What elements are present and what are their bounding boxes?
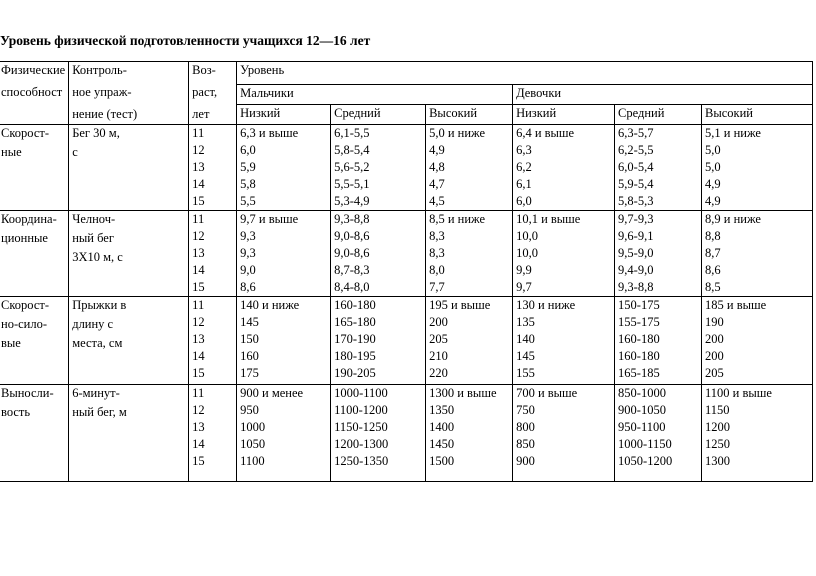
cell-line: 8,7-8,3	[334, 263, 370, 277]
header-boys: Мальчики	[237, 85, 513, 105]
cell-line: 185 и выше	[705, 298, 767, 312]
test-cell	[69, 297, 189, 385]
test-cell	[69, 385, 189, 482]
cell-line: 1000-1150	[618, 437, 672, 451]
cell-line: Скорост-	[1, 126, 50, 140]
girls-low-cell	[513, 385, 615, 482]
cell-line: 190-205	[334, 366, 376, 380]
cell-line: 6,0	[240, 143, 256, 157]
cell-line: 4,8	[429, 160, 445, 174]
cell-line: 15	[192, 366, 205, 380]
cell-line: 8,0	[429, 263, 445, 277]
cell-line: 165-185	[618, 366, 660, 380]
header-girls-low: Низкий	[513, 105, 615, 125]
girls-high-cell	[702, 297, 813, 385]
cell-line: Выносли-	[1, 386, 54, 400]
cell-line: 220	[429, 366, 448, 380]
cell-line: 205	[429, 332, 448, 346]
header-girls: Девочки	[513, 85, 813, 105]
cell-line: 750	[516, 403, 535, 417]
cell-line: 9,9	[516, 263, 532, 277]
cell-line: 150-175	[618, 298, 660, 312]
cell-line: 210	[429, 349, 448, 363]
cell-line: 6,2-5,5	[618, 143, 654, 157]
girls-high-cell	[702, 211, 813, 297]
cell-line: 6,4 и выше	[516, 126, 575, 140]
cell-line: 1150	[705, 403, 730, 417]
cell-line: 5,0	[705, 143, 721, 157]
cell-line: 145	[240, 315, 259, 329]
cell-line: 12	[192, 143, 205, 157]
ability-cell	[0, 125, 69, 211]
cell-line: 160-180	[618, 349, 660, 363]
cell-line: 1250	[705, 437, 730, 451]
ability-cell	[0, 211, 69, 297]
cell-line: 8,7	[705, 246, 721, 260]
cell-line: 8,9 и ниже	[705, 212, 761, 226]
cell-line: 14	[192, 349, 205, 363]
cell-line: 4,7	[429, 177, 445, 191]
cell-line: Скорост-	[1, 298, 50, 312]
boys-mid-cell	[331, 125, 426, 211]
header-age: Воз- раст, лет	[189, 62, 237, 125]
cell-line: 4,9	[705, 194, 721, 208]
cell-line: 7,7	[429, 280, 445, 294]
cell-line: 8,4-8,0	[334, 280, 370, 294]
cell-line: ционные	[1, 231, 48, 245]
boys-low-cell	[237, 125, 331, 211]
cell-line: 9,3-8,8	[334, 212, 370, 226]
cell-line: 200	[705, 332, 724, 346]
cell-line: 6,0	[516, 194, 532, 208]
cell-line: 5,3-4,9	[334, 194, 370, 208]
cell-line: 5,8-5,3	[618, 194, 654, 208]
cell-line: 14	[192, 437, 205, 451]
cell-line: 145	[516, 349, 535, 363]
girls-high-cell	[702, 385, 813, 482]
ability-cell	[0, 385, 69, 482]
table-row	[0, 385, 813, 482]
cell-line: ные	[1, 145, 22, 159]
cell-line: 140	[516, 332, 535, 346]
cell-line: длину с	[72, 317, 114, 331]
age-cell	[189, 211, 237, 297]
cell-line: 5,1 и ниже	[705, 126, 761, 140]
cell-line: 135	[516, 315, 535, 329]
cell-line: 13	[192, 332, 205, 346]
cell-line: 900 и менее	[240, 386, 304, 400]
cell-line: 5,5	[240, 194, 256, 208]
boys-low-cell	[237, 297, 331, 385]
cell-line: 1400	[429, 420, 455, 434]
cell-line: 6,0-5,4	[618, 160, 654, 174]
cell-line: 1250-1350	[334, 454, 389, 468]
header-boys-mid: Средний	[331, 105, 426, 125]
girls-mid-cell	[615, 125, 702, 211]
cell-line: 5,6-5,2	[334, 160, 370, 174]
cell-line: 9,4-9,0	[618, 263, 654, 277]
cell-line: 9,0	[240, 263, 256, 277]
cell-line: 5,9-5,4	[618, 177, 654, 191]
age-cell	[189, 297, 237, 385]
cell-line: 5,8	[240, 177, 256, 191]
cell-line: 12	[192, 403, 205, 417]
cell-line: Челноч-	[72, 212, 116, 226]
cell-line: 6,2	[516, 160, 532, 174]
cell-line: 5,5-5,1	[334, 177, 370, 191]
cell-line: 170-190	[334, 332, 376, 346]
cell-line: 150	[240, 332, 259, 346]
cell-line: 9,7	[516, 280, 532, 294]
cell-line: 11	[192, 126, 205, 140]
header-boys-low: Низкий	[237, 105, 331, 125]
cell-line: 4,5	[429, 194, 445, 208]
age-cell	[189, 125, 237, 211]
cell-line: 900	[516, 454, 535, 468]
cell-line: 3Х10 м, с	[72, 250, 123, 264]
cell-line: 6-минут-	[72, 386, 120, 400]
cell-line: 1200	[705, 420, 730, 434]
cell-line: 1100 и выше	[705, 386, 772, 400]
cell-line: 9,3-8,8	[618, 280, 654, 294]
cell-line: 155-175	[618, 315, 660, 329]
cell-line: 9,7 и выше	[240, 212, 299, 226]
girls-low-cell	[513, 297, 615, 385]
cell-line: 15	[192, 454, 205, 468]
cell-line: 175	[240, 366, 259, 380]
cell-line: 1100-1200	[334, 403, 388, 417]
cell-line: 4,9	[705, 177, 721, 191]
cell-line: 6,3-5,7	[618, 126, 654, 140]
table-row	[0, 297, 813, 385]
cell-line: 12	[192, 229, 205, 243]
header-girls-mid: Средний	[615, 105, 702, 125]
cell-line: 1200-1300	[334, 437, 389, 451]
header-girls-high: Высокий	[702, 105, 813, 125]
cell-line: 1300	[705, 454, 730, 468]
cell-line: 195 и выше	[429, 298, 491, 312]
boys-mid-cell	[331, 211, 426, 297]
girls-low-cell	[513, 211, 615, 297]
cell-line: 160-180	[334, 298, 376, 312]
table-row	[0, 211, 813, 297]
header-level: Уровень	[237, 62, 813, 85]
girls-mid-cell	[615, 297, 702, 385]
cell-line: 1150-1250	[334, 420, 388, 434]
boys-high-cell	[426, 211, 513, 297]
cell-line: 6,3 и выше	[240, 126, 299, 140]
page-title: Уровень физической подготовленности учащихся 12—16 лет	[0, 33, 371, 48]
girls-low-cell	[513, 125, 615, 211]
cell-line: 14	[192, 177, 205, 191]
cell-line: 8,5	[705, 280, 721, 294]
cell-line: 1500	[429, 454, 455, 468]
cell-line: 800	[516, 420, 535, 434]
cell-line: Прыжки в	[72, 298, 127, 312]
boys-low-cell	[237, 385, 331, 482]
header-test: Контроль- ное упраж- нение (тест)	[69, 62, 189, 125]
ability-cell	[0, 297, 69, 385]
test-cell	[69, 125, 189, 211]
cell-line: 8,5 и ниже	[429, 212, 486, 226]
cell-line: 190	[705, 315, 724, 329]
cell-line: 1050	[240, 437, 266, 451]
cell-line: 160	[240, 349, 259, 363]
cell-line: 205	[705, 366, 724, 380]
cell-line: 165-180	[334, 315, 376, 329]
girls-mid-cell	[615, 211, 702, 297]
table-row	[0, 125, 813, 211]
cell-line: 200	[429, 315, 448, 329]
cell-line: 5,0	[705, 160, 721, 174]
cell-line: 13	[192, 420, 205, 434]
boys-high-cell	[426, 125, 513, 211]
test-cell	[69, 211, 189, 297]
cell-line: 6,3	[516, 143, 532, 157]
cell-line: 900-1050	[618, 403, 666, 417]
cell-line: 9,5-9,0	[618, 246, 654, 260]
cell-line: 850	[516, 437, 535, 451]
cell-line: 1300 и выше	[429, 386, 497, 400]
cell-line: 11	[192, 298, 205, 312]
boys-high-cell	[426, 385, 513, 482]
cell-line: 6,1-5,5	[334, 126, 370, 140]
cell-line: 1000-1100	[334, 386, 388, 400]
cell-line: 950-1100	[618, 420, 666, 434]
cell-line: 155	[516, 366, 535, 380]
cell-line: 15	[192, 194, 205, 208]
cell-line: 1000	[240, 420, 266, 434]
cell-line: 1350	[429, 403, 455, 417]
cell-line: но-сило-	[1, 317, 47, 331]
boys-mid-cell	[331, 385, 426, 482]
cell-line: 10,0	[516, 246, 538, 260]
cell-line: 9,7-9,3	[618, 212, 654, 226]
cell-line: 12	[192, 315, 205, 329]
header-ability: Физические способност	[0, 62, 69, 125]
cell-line: 850-1000	[618, 386, 666, 400]
cell-line: 1100	[240, 454, 265, 468]
cell-line: 700 и выше	[516, 386, 578, 400]
cell-line: 6,1	[516, 177, 532, 191]
boys-mid-cell	[331, 297, 426, 385]
cell-line: вость	[1, 405, 31, 419]
cell-line: 1450	[429, 437, 455, 451]
cell-line: 4,9	[429, 143, 445, 157]
cell-line: 11	[192, 212, 205, 226]
header-boys-high: Высокий	[426, 105, 513, 125]
cell-line: 9,3	[240, 246, 256, 260]
cell-line: 9,0-8,6	[334, 229, 370, 243]
cell-line: ный бег	[72, 231, 114, 245]
cell-line: 8,8	[705, 229, 721, 243]
cell-line: 9,0-8,6	[334, 246, 370, 260]
cell-line: 14	[192, 263, 205, 277]
girls-mid-cell	[615, 385, 702, 482]
cell-line: Координа-	[1, 212, 57, 226]
fitness-table	[0, 61, 813, 482]
cell-line: 15	[192, 280, 205, 294]
cell-line: 5,8-5,4	[334, 143, 370, 157]
cell-line: 130 и ниже	[516, 298, 576, 312]
cell-line: 8,6	[240, 280, 256, 294]
cell-line: ный бег, м	[72, 405, 127, 419]
cell-line: 9,3	[240, 229, 256, 243]
age-cell	[189, 385, 237, 482]
cell-line: 13	[192, 160, 205, 174]
cell-line: 5,9	[240, 160, 256, 174]
cell-line: 950	[240, 403, 259, 417]
girls-high-cell	[702, 125, 813, 211]
cell-line: 1050-1200	[618, 454, 673, 468]
cell-line: 200	[705, 349, 724, 363]
cell-line: 9,6-9,1	[618, 229, 654, 243]
cell-line: 10,0	[516, 229, 538, 243]
cell-line: 160-180	[618, 332, 660, 346]
boys-high-cell	[426, 297, 513, 385]
cell-line: с	[72, 145, 78, 159]
cell-line: 10,1 и выше	[516, 212, 581, 226]
cell-line: 8,3	[429, 246, 445, 260]
cell-line: места, см	[72, 336, 123, 350]
cell-line: 140 и ниже	[240, 298, 300, 312]
cell-line: 13	[192, 246, 205, 260]
cell-line: 8,6	[705, 263, 721, 277]
cell-line: 180-195	[334, 349, 376, 363]
cell-line: 8,3	[429, 229, 445, 243]
cell-line: Бег 30 м,	[72, 126, 120, 140]
cell-line: 11	[192, 386, 205, 400]
cell-line: вые	[1, 336, 21, 350]
boys-low-cell	[237, 211, 331, 297]
cell-line: 5,0 и ниже	[429, 126, 486, 140]
